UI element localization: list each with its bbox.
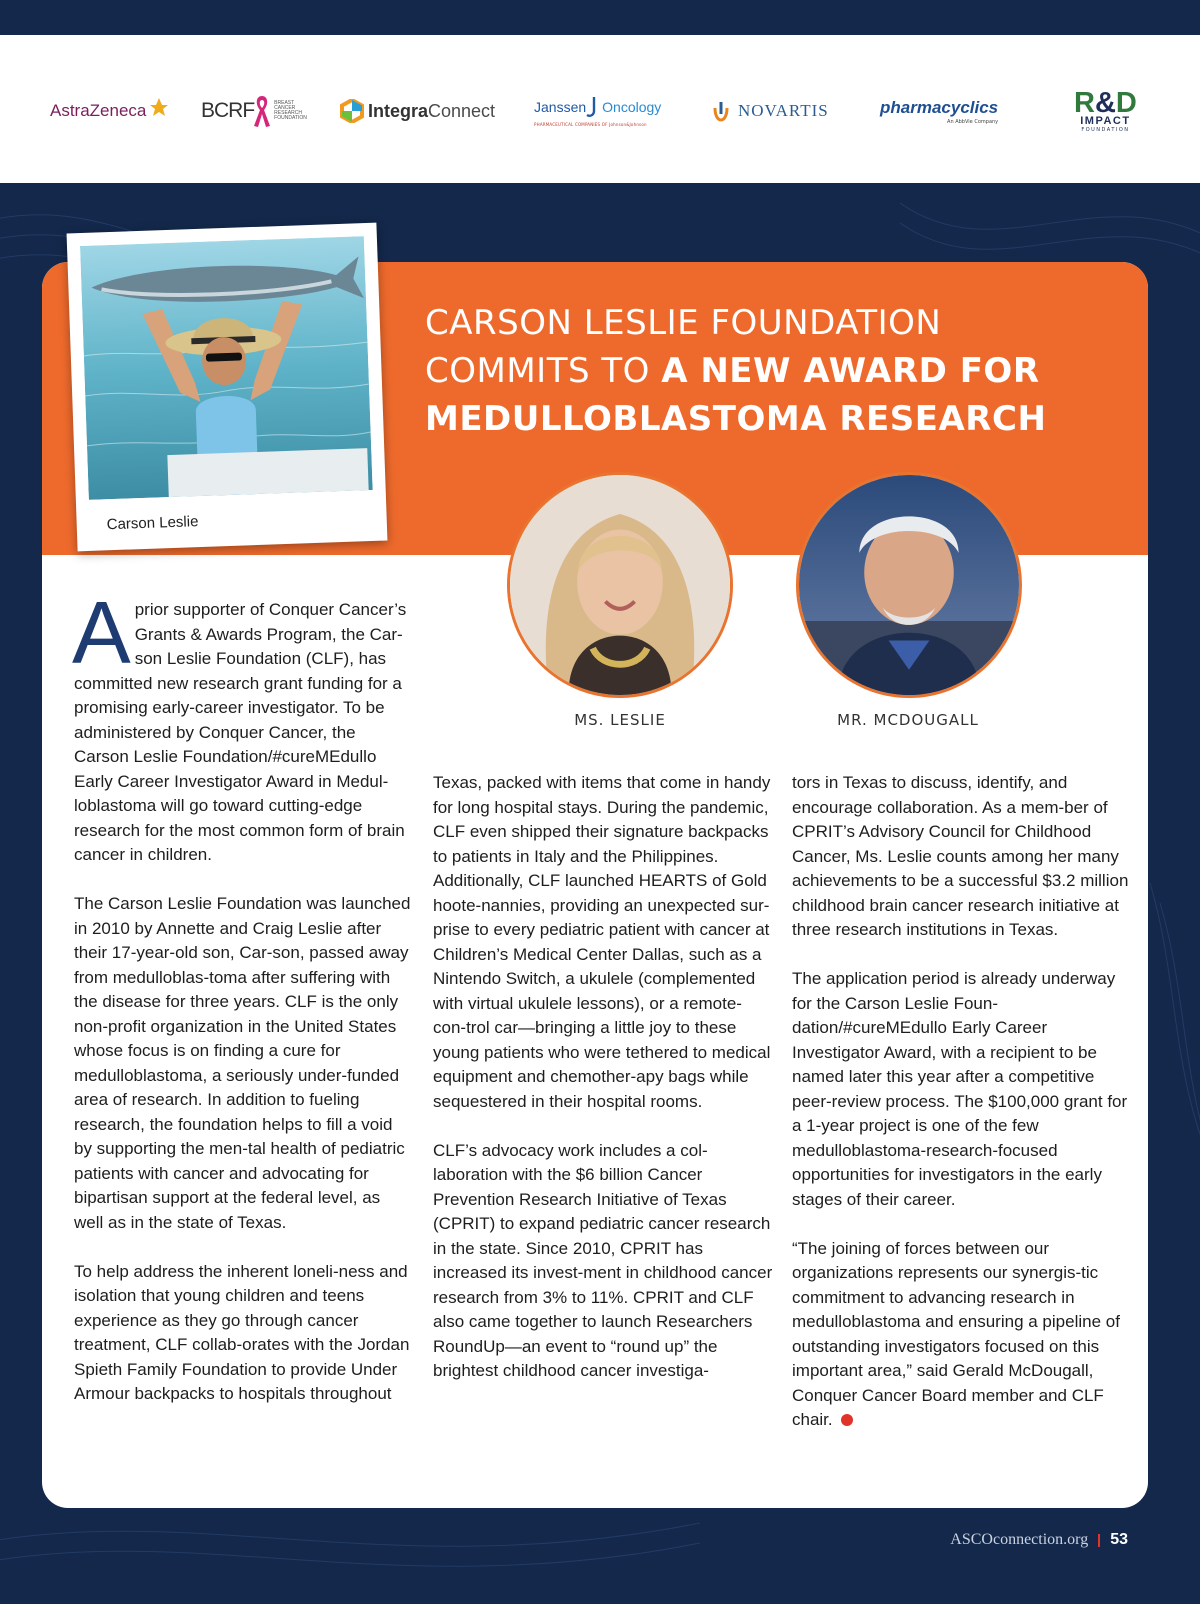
article-column-1 <box>72 583 414 1407</box>
pharmacyclics-wordmark: pharmacyclics <box>880 97 999 117</box>
article-headline <box>425 299 1125 443</box>
mr-mcdougall-photo <box>799 475 1019 695</box>
carson-leslie-photo-frame <box>67 223 388 552</box>
bcrf-logo <box>201 83 308 139</box>
rd-impact: IMPACT <box>1080 114 1131 127</box>
headline-line-2-bold: A NEW AWARD FOR <box>661 351 1040 391</box>
janssen-swoosh-icon <box>586 96 598 118</box>
integra-hexagon-icon <box>340 99 364 123</box>
portrait-ms-leslie <box>507 472 733 698</box>
paragraph-text: “The joining of forces between our organizations represents our synergis-tic commitment to advancing research in medulloblastoma and ensuring a pipeline of outstanding investigators focused on this important area,” said Gerald McDougall, Conquer Cancer Board member and CLF chair. <box>792 1238 1120 1429</box>
integra-wordmark-a: Integra <box>368 100 429 121</box>
carson-leslie-photo <box>80 236 373 500</box>
bcrf-subtitle: BREAST CANCER RESEARCH FOUNDATION <box>274 100 307 121</box>
paragraph: tors in Texas to discuss, identify, and encourage collaboration. As a mem-ber of CPRIT’s Advisory Council for Childhood Cancer, Ms. Leslie counts among her many achievements to be a successful $3.2 million childhood brain cancer research initiative at three research institutions in Texas. <box>792 773 1129 939</box>
paragraph: CLF’s advocacy work includes a col-laboration with the $6 billion Cancer Prevention Research Initiative of Texas (CPRIT) to expand pediatric cancer research in the state. Since 2010, CPRIT has increased its invest-ment in childhood cancer research from 3% to 11%. CPRIT and CLF also came together to launch Researchers RoundUp—an event to “round up” the brightest childhood cancer investiga- <box>433 1140 773 1380</box>
footer-site: ASCOconnection.org <box>950 1531 1089 1548</box>
astrazeneca-symbol-icon <box>148 96 170 118</box>
novartis-flame-icon <box>712 100 730 122</box>
rd-letter-d: D <box>1115 86 1137 119</box>
article-column-2 <box>433 771 773 1384</box>
novartis-logo <box>712 83 829 139</box>
end-mark-icon <box>841 1414 853 1426</box>
footer-separator <box>1098 1534 1100 1547</box>
janssen-wordmark: Janssen <box>534 98 587 115</box>
pink-ribbon-icon <box>252 94 272 128</box>
drop-cap: A <box>72 583 131 682</box>
page-footer <box>950 1531 1128 1549</box>
integra-connect-logo <box>340 83 495 139</box>
page-number: 53 <box>1110 1531 1128 1548</box>
paragraph-text: prior supporter of Conquer Cancer’s Grants & Awards Program, the Car-son Leslie Foundation (CLF), has committed new research grant funding for a promising early-career investigator. To be administered by Conquer Cancer, the Carson Leslie Foundation/#cureMEdullo Early Career Investigator Award in Medul-loblastoma will go toward cutting-edge research for the most common form of brain cancer in children. <box>74 600 407 864</box>
pharmacyclics-subtitle: An AbbVie Company <box>947 118 999 125</box>
bcrf-wordmark: BCRF <box>201 99 255 122</box>
astrazeneca-logo <box>50 83 170 139</box>
sponsor-logos <box>0 83 1200 139</box>
rd-foundation: FOUNDATION <box>1081 126 1130 133</box>
headline-line-2-light: COMMITS TO <box>425 351 662 391</box>
rd-letter-r: R <box>1074 86 1095 119</box>
headline-line-3: MEDULLOBLASTOMA RESEARCH <box>425 399 1047 439</box>
ms-leslie-photo <box>510 475 730 695</box>
paragraph <box>72 583 414 868</box>
pharmacyclics-logo <box>880 83 998 139</box>
novartis-wordmark: NOVARTIS <box>738 101 829 120</box>
rd-ampersand: & <box>1094 86 1116 119</box>
portrait-mr-mcdougall <box>796 472 1022 698</box>
paragraph-last <box>792 1237 1132 1433</box>
janssen-oncology: Oncology <box>602 98 662 115</box>
rd-impact-foundation-logo <box>1074 83 1137 139</box>
astrazeneca-wordmark: AstraZeneca <box>50 101 147 120</box>
photo-caption: Carson Leslie <box>106 513 199 534</box>
sponsor-band <box>0 35 1200 183</box>
janssen-subtitle: PHARMACEUTICAL COMPANIES OF Johnson&Johnson <box>534 121 647 127</box>
paragraph: Texas, packed with items that come in handy for long hospital stays. During the pandemic, CLF even shipped their signature backpacks to patients in Italy and the Philippines. Additionally, CLF launched HEARTS of Gold hoote-nannies, providing an unexpected sur-prise to every pediatric patient with cancer at Children’s Medical Center Dallas, such as a Nintendo Switch, a ukulele (complemented with virtual ukulele lessons), or a remote-con-trol car—bringing a little joy to these young patients who were tethered to medical equipment and chemother-apy bags while sequestered in their hospital rooms. <box>433 773 771 1111</box>
top-band <box>0 0 1200 35</box>
ms-leslie-label: MS. LESLIE <box>574 711 666 729</box>
paragraph: The application period is already underway for the Carson Leslie Foun-dation/#cureMEdullo Early Career Investigator Award, with a recipient to be named later this year after a competitive peer-review process. The $100,000 grant for a 1-year project is one of the few medulloblastoma-research-focused opportunities for investigators in the early stages of their career. <box>792 969 1128 1209</box>
paragraph: The Carson Leslie Foundation was launched in 2010 by Annette and Craig Leslie after their 17-year-old son, Car-son, passed away from medulloblas-toma after suffering with the disease for three years. CLF is the only non-profit organization in the United States whose focus is on finding a cure for medulloblastoma, a seriously under-funded area of research. In addition to fueling research, the foundation helps to fill a void by supporting the men-tal health of pediatric patients with cancer and advocating for bipartisan support at the federal level, as well as in the state of Texas. <box>74 894 411 1232</box>
integra-wordmark-b: Connect <box>428 100 496 121</box>
paragraph: To help address the inherent loneli-ness and isolation that young children and teens experience as they go through cancer treatment, CLF collab-orates with the Jordan Spieth Family Foundation to provide Under Armour backpacks to hospitals throughout <box>74 1261 410 1403</box>
article-column-3 <box>792 771 1132 1433</box>
janssen-oncology-logo <box>534 83 661 139</box>
headline-line-1: CARSON LESLIE FOUNDATION <box>425 303 942 343</box>
mr-mcdougall-label: MR. MCDOUGALL <box>837 711 979 729</box>
